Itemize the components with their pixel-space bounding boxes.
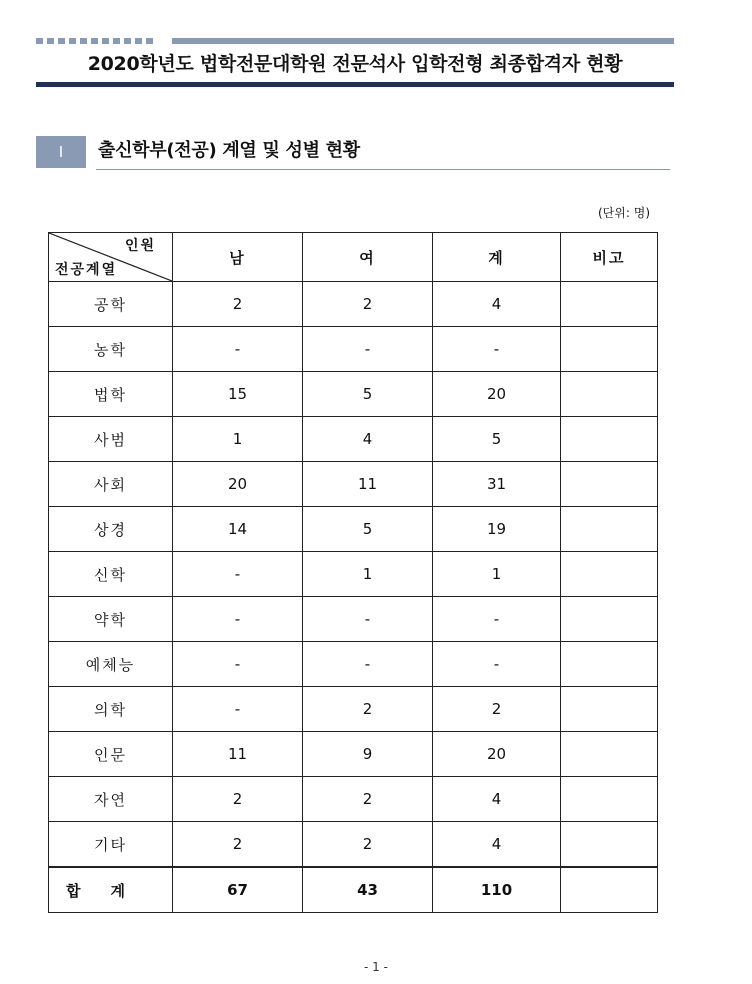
category-cell: 사회 <box>49 462 173 507</box>
note-cell <box>561 642 658 687</box>
table-row <box>49 732 658 777</box>
title-top-decoration <box>36 38 674 46</box>
male-cell: 2 <box>173 777 303 822</box>
female-cell: 5 <box>303 372 433 417</box>
table-row <box>49 282 658 327</box>
female-cell: 2 <box>303 687 433 732</box>
table-row <box>49 462 658 507</box>
total-cell: 5 <box>433 417 561 462</box>
note-cell <box>561 327 658 372</box>
corner-header-cell <box>49 233 173 282</box>
note-cell <box>561 687 658 732</box>
grand-total-cell: 110 <box>433 867 561 913</box>
corner-bottom-label: 전공계열 <box>55 262 118 278</box>
male-cell: - <box>173 552 303 597</box>
category-cell: 의학 <box>49 687 173 732</box>
table-header-row <box>49 233 658 282</box>
note-cell <box>561 822 658 868</box>
female-cell: 1 <box>303 552 433 597</box>
note-cell <box>561 462 658 507</box>
female-cell: 5 <box>303 507 433 552</box>
table-row <box>49 642 658 687</box>
male-cell: - <box>173 687 303 732</box>
unit-note: (단위: 명) <box>598 206 650 220</box>
section-underline <box>96 169 670 170</box>
female-cell: 2 <box>303 282 433 327</box>
category-cell: 기타 <box>49 822 173 868</box>
category-cell: 사범 <box>49 417 173 462</box>
male-cell: 14 <box>173 507 303 552</box>
total-cell: 31 <box>433 462 561 507</box>
female-cell: 2 <box>303 822 433 868</box>
table-row <box>49 552 658 597</box>
category-cell: 농학 <box>49 327 173 372</box>
page-number: - 1 - <box>364 960 388 974</box>
male-cell: 2 <box>173 282 303 327</box>
category-cell: 예체능 <box>49 642 173 687</box>
category-cell: 법학 <box>49 372 173 417</box>
total-cell: 19 <box>433 507 561 552</box>
total-cell: 4 <box>433 282 561 327</box>
female-cell: 2 <box>303 777 433 822</box>
section-title: 출신학부(전공) 계열 및 성별 현황 <box>98 140 360 161</box>
category-cell: 공학 <box>49 282 173 327</box>
table-row <box>49 777 658 822</box>
category-cell: 상경 <box>49 507 173 552</box>
female-cell: - <box>303 327 433 372</box>
total-cell: - <box>433 597 561 642</box>
male-cell: 20 <box>173 462 303 507</box>
total-cell: 2 <box>433 687 561 732</box>
note-cell <box>561 507 658 552</box>
male-cell: - <box>173 642 303 687</box>
admission-table <box>48 232 658 913</box>
male-cell: 1 <box>173 417 303 462</box>
male-cell: - <box>173 597 303 642</box>
table-row <box>49 597 658 642</box>
note-cell <box>561 777 658 822</box>
category-cell: 자연 <box>49 777 173 822</box>
male-cell: 11 <box>173 732 303 777</box>
header-female: 여 <box>303 233 433 282</box>
female-cell: 4 <box>303 417 433 462</box>
header-male: 남 <box>173 233 303 282</box>
female-cell: - <box>303 597 433 642</box>
total-cell: - <box>433 327 561 372</box>
table-row <box>49 687 658 732</box>
total-cell: 4 <box>433 777 561 822</box>
total-female-cell: 43 <box>303 867 433 913</box>
note-cell <box>561 552 658 597</box>
document-title: 2020학년도 법학전문대학원 전문석사 입학전형 최종합격자 현황 <box>87 53 623 75</box>
total-cell: - <box>433 642 561 687</box>
female-cell: 11 <box>303 462 433 507</box>
title-underline <box>36 82 674 87</box>
total-cell: 20 <box>433 372 561 417</box>
corner-top-label: 인원 <box>124 238 156 254</box>
total-cell: 1 <box>433 552 561 597</box>
header-total: 계 <box>433 233 561 282</box>
female-cell: - <box>303 642 433 687</box>
male-cell: 15 <box>173 372 303 417</box>
total-male-cell: 67 <box>173 867 303 913</box>
note-cell <box>561 597 658 642</box>
female-cell: 9 <box>303 732 433 777</box>
category-cell: 인문 <box>49 732 173 777</box>
total-row <box>49 867 658 913</box>
header-note: 비고 <box>561 233 658 282</box>
male-cell: - <box>173 327 303 372</box>
male-cell: 2 <box>173 822 303 868</box>
total-label-cell: 합계 <box>49 867 173 913</box>
note-cell <box>561 732 658 777</box>
table-row <box>49 822 658 868</box>
total-cell: 20 <box>433 732 561 777</box>
table-row <box>49 327 658 372</box>
note-cell <box>561 282 658 327</box>
total-cell: 4 <box>433 822 561 868</box>
category-cell: 약학 <box>49 597 173 642</box>
total-note-cell <box>561 867 658 913</box>
table-row <box>49 372 658 417</box>
section-number-badge: Ⅰ <box>36 136 86 168</box>
note-cell <box>561 372 658 417</box>
table-row <box>49 417 658 462</box>
category-cell: 신학 <box>49 552 173 597</box>
table-row <box>49 507 658 552</box>
note-cell <box>561 417 658 462</box>
